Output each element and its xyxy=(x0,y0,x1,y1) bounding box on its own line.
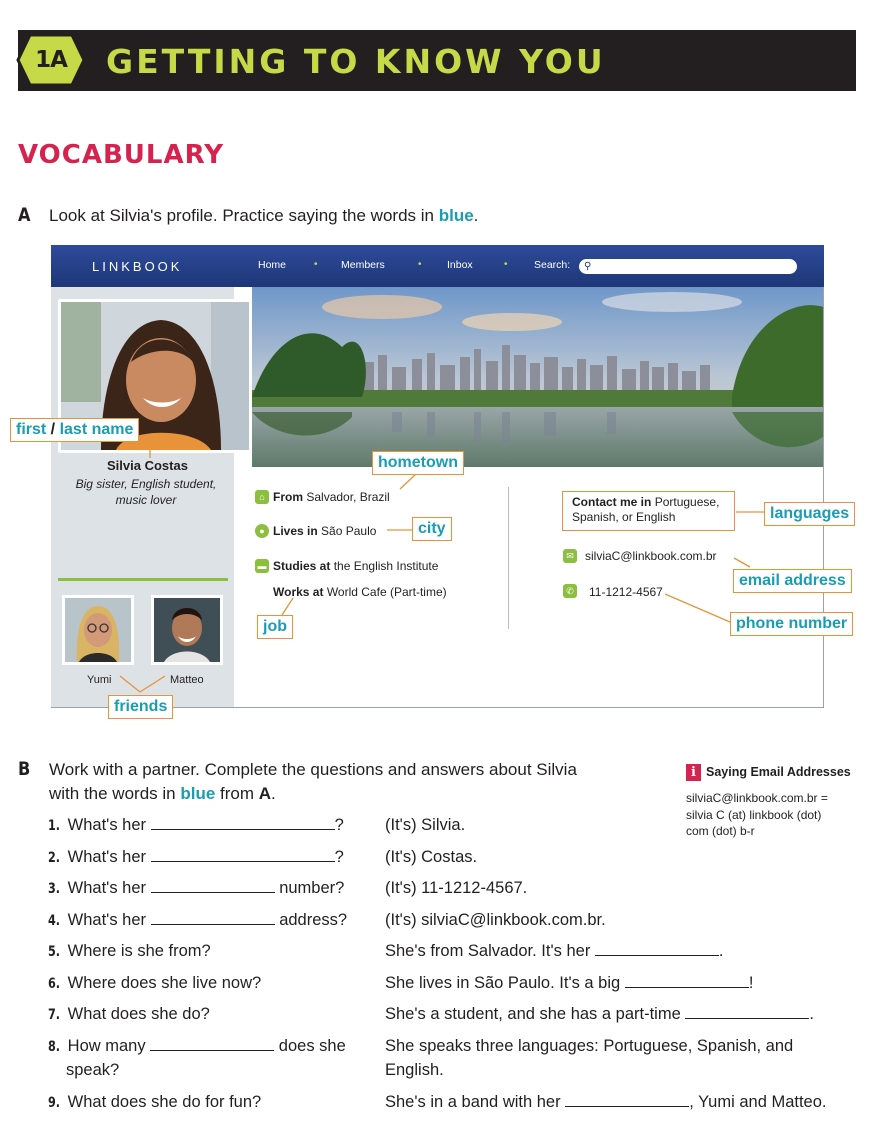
answer-tail: ! xyxy=(748,974,754,992)
answer-6 xyxy=(385,974,753,993)
linkbook-logo: LINKBOOK xyxy=(92,259,183,274)
answer-tail: . xyxy=(809,1005,814,1023)
question-number: 8. xyxy=(48,1039,61,1055)
question-tail: number? xyxy=(279,879,345,897)
nav-members[interactable]: Members xyxy=(341,259,385,271)
callout-phone-number: phone number xyxy=(730,612,853,636)
question-text: How many xyxy=(67,1037,146,1055)
instr2-start: with the words in xyxy=(49,784,181,803)
friend-photo-matteo[interactable] xyxy=(151,595,223,665)
question-number: 6. xyxy=(48,976,61,992)
info-from-value: Salvador, Brazil xyxy=(306,490,390,504)
tip-line-2: silvia C (at) linkbook (dot) xyxy=(686,808,822,822)
question-tail: ? xyxy=(334,848,344,866)
callout-languages: languages xyxy=(764,502,855,526)
profile-tagline-1: Big sister, English student, xyxy=(75,477,217,491)
tip-title: Saying Email Addresses xyxy=(706,765,851,779)
question-number: 2. xyxy=(48,850,61,866)
section-b-letter: B xyxy=(18,758,31,780)
section-a-instruction xyxy=(49,206,478,226)
callout-friends: friends xyxy=(108,695,173,719)
question-number: 7. xyxy=(48,1007,61,1023)
location-pin-icon: ● xyxy=(255,524,269,538)
answer-blank[interactable] xyxy=(151,911,275,925)
profile-name: Silvia Costas xyxy=(107,458,188,473)
question-text: What's her xyxy=(67,911,146,929)
nav-search-label: Search: xyxy=(534,259,571,271)
phone-icon: ✆ xyxy=(563,584,577,598)
question-tail: does she xyxy=(278,1037,346,1055)
info-works xyxy=(273,585,447,599)
info-lives-label: Lives in xyxy=(273,524,318,538)
tip-line-3: com (dot) b-r xyxy=(686,824,755,838)
unit-title: GETTING TO KNOW YOU xyxy=(106,42,606,81)
nav-separator: • xyxy=(418,259,422,270)
question-8-line-2: speak? xyxy=(66,1061,120,1079)
answer-7 xyxy=(385,1005,814,1024)
sidebar-divider xyxy=(58,578,228,581)
question-text: What does she do for fun? xyxy=(67,1093,262,1111)
question-7 xyxy=(48,1005,210,1024)
answer-blank[interactable] xyxy=(151,848,335,862)
info-studies-label: Studies at xyxy=(273,559,331,573)
section-b-instruction-1: Work with a partner. Complete the questions and answers about Silvia xyxy=(49,760,577,779)
vocabulary-heading: VOCABULARY xyxy=(18,140,225,170)
profile-tagline-2: music lover xyxy=(115,493,177,507)
callout-first: first xyxy=(16,421,47,438)
answer-blank[interactable] xyxy=(685,1005,809,1019)
answer-9 xyxy=(385,1093,826,1112)
question-text: Where does she live now? xyxy=(67,974,262,992)
question-text: What's her xyxy=(67,816,146,834)
question-number: 1. xyxy=(48,818,61,834)
nav-separator: • xyxy=(314,259,318,270)
answer-text: She's a student, and she has a part-time xyxy=(385,1005,681,1023)
nav-home[interactable]: Home xyxy=(258,259,287,271)
info-lives xyxy=(273,524,376,538)
question-number: 3. xyxy=(48,881,61,897)
question-number: 9. xyxy=(48,1095,61,1111)
callout-slash: / xyxy=(46,421,60,438)
home-icon: ⌂ xyxy=(255,490,269,504)
callout-job: job xyxy=(257,615,293,639)
answer-3: (It's) 11-1212-4567. xyxy=(385,879,528,897)
email-icon: ✉ xyxy=(563,549,577,563)
instruction-blue-word: blue xyxy=(438,206,474,225)
question-number: 4. xyxy=(48,913,61,929)
book-icon: ▬ xyxy=(255,559,269,573)
question-text: What's her xyxy=(67,848,146,866)
answer-blank[interactable] xyxy=(150,1037,274,1051)
answer-blank[interactable] xyxy=(151,879,275,893)
friend-name-matteo: Matteo xyxy=(170,674,204,686)
city-banner-image xyxy=(252,287,823,467)
question-text: Where is she from? xyxy=(67,942,211,960)
answer-1: (It's) Silvia. xyxy=(385,816,466,834)
answer-tail: . xyxy=(718,942,724,960)
answer-text: She's in a band with her xyxy=(385,1093,561,1111)
contact-value-1: Portuguese, xyxy=(654,495,720,509)
info-works-label: Works at xyxy=(273,585,324,599)
answer-tail: , Yumi and Matteo. xyxy=(689,1093,827,1111)
nav-separator: • xyxy=(504,259,508,270)
callout-city: city xyxy=(412,517,452,541)
callout-hometown: hometown xyxy=(372,451,464,475)
question-6 xyxy=(48,974,261,993)
answer-blank[interactable] xyxy=(565,1093,689,1107)
unit-badge-label: 1A xyxy=(35,47,67,73)
contact-label: Contact me in xyxy=(572,495,652,509)
info-studies xyxy=(273,559,438,573)
question-tail: address? xyxy=(279,911,348,929)
answer-8: She speaks three languages: Portuguese, Spanish, and xyxy=(385,1037,794,1055)
answer-blank[interactable] xyxy=(595,942,719,956)
question-text: What does she do? xyxy=(67,1005,210,1023)
info-from-label: From xyxy=(273,490,303,504)
answer-5 xyxy=(385,942,724,961)
info-lives-value: São Paulo xyxy=(321,524,377,538)
callout-email-address: email address xyxy=(733,569,852,593)
question-tail: ? xyxy=(334,816,344,834)
info-works-value: World Cafe (Part-time) xyxy=(326,585,447,599)
answer-text: She's from Salvador. It's her xyxy=(385,942,591,960)
callout-last-name: last name xyxy=(59,421,134,438)
question-5 xyxy=(48,942,211,961)
instruction-text: Look at Silvia's profile. Practice saying the words in xyxy=(49,206,439,225)
question-number: 5. xyxy=(48,944,61,960)
section-a-letter: A xyxy=(18,204,31,226)
question-1 xyxy=(48,816,344,835)
info-icon: i xyxy=(686,764,701,781)
instr2-mid: from xyxy=(215,784,259,803)
instr2-blue: blue xyxy=(180,784,216,803)
question-3 xyxy=(48,879,344,898)
contact-value-2: Spanish, or English xyxy=(572,510,676,524)
search-input[interactable] xyxy=(579,259,797,274)
answer-2: (It's) Costas. xyxy=(385,848,478,866)
nav-inbox[interactable]: Inbox xyxy=(447,259,473,271)
info-studies-value: the English Institute xyxy=(333,559,439,573)
contact-phone: 11-1212-4567 xyxy=(589,585,663,599)
question-text: What's her xyxy=(67,879,146,897)
tip-line-1: silviaC@linkbook.com.br = xyxy=(686,791,828,805)
answer-blank[interactable] xyxy=(151,816,335,830)
contact-email[interactable]: silviaC@linkbook.com.br xyxy=(585,549,717,563)
answer-8-line-2: English. xyxy=(385,1061,444,1079)
friend-photo-yumi[interactable] xyxy=(62,595,134,665)
instr2-end: . xyxy=(271,784,276,803)
friend-name-yumi: Yumi xyxy=(87,674,112,686)
question-9 xyxy=(48,1093,261,1112)
search-icon: ⚲ xyxy=(584,261,592,272)
answer-text: She lives in São Paulo. It's a big xyxy=(385,974,621,992)
instr2-bold: A xyxy=(258,784,272,803)
info-column-divider xyxy=(508,487,509,629)
instruction-end: . xyxy=(473,206,479,225)
callout-first-last-name xyxy=(10,418,139,442)
info-from xyxy=(273,490,390,504)
answer-blank[interactable] xyxy=(625,974,749,988)
question-2 xyxy=(48,848,344,867)
question-4 xyxy=(48,911,347,930)
section-b-instruction-2 xyxy=(49,784,276,804)
contact-languages-box xyxy=(562,491,735,531)
answer-4: (It's) silviaC@linkbook.com.br. xyxy=(385,911,606,929)
question-8 xyxy=(48,1037,346,1056)
